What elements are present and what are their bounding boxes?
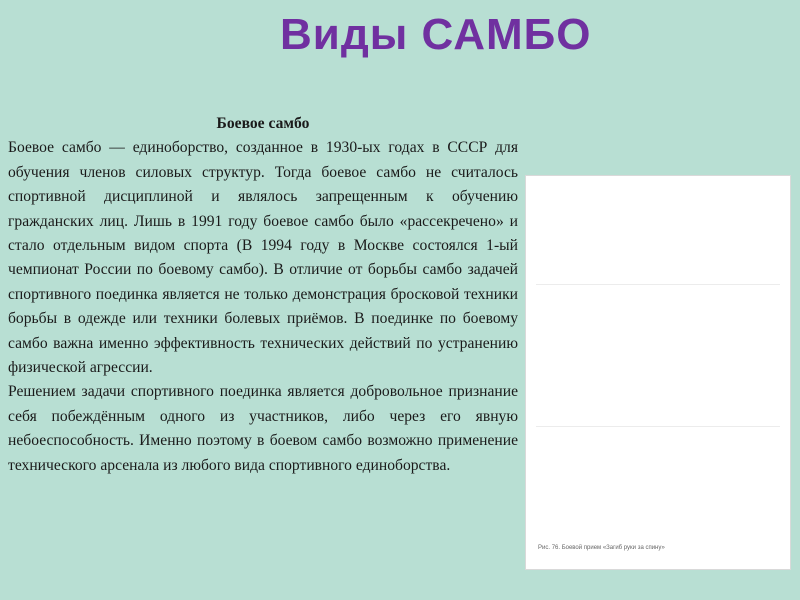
article-paragraph: Решением задачи спортивного поединка является добровольное признание себя побеждённым одного из участников, либо через его явную небоеспособность. Именно поэтому в боевом самбо возможно применение технического арсенала из любого вида спортивного единоборства. [8, 383, 518, 474]
article-paragraph: Боевое самбо — единоборство, созданное в 1930-ых годах в СССР для обучения членов силовых структур. Тогда боевое самбо не считалось спортивной дисциплиной и являлось запрещенным к обучению гражданских лиц. Лишь в 1991 году боевое самбо было «рассекречено» и стало отдельным видом спорта (В 1994 году в Москве состоялся 1-ый чемпионат России по боевому самбо). В отличие от борьбы самбо задачей спортивного поединка является не только демонстрация бросковой техники борьбы в одежде или техники болевых приёмов. В поединке по боевому самбо важна именно эффективность технических действий по устранению физической агрессии. [8, 139, 518, 377]
slide-title: Виды САМБО [280, 10, 592, 59]
figure-divider [536, 284, 780, 285]
sambo-technique-illustration [525, 175, 791, 570]
figure-caption: Рис. 76. Боевой прием «Загиб руки за спину» [538, 545, 665, 551]
article-text [8, 112, 518, 478]
section-heading: Боевое самбо [216, 115, 310, 132]
figure-divider [536, 426, 780, 427]
